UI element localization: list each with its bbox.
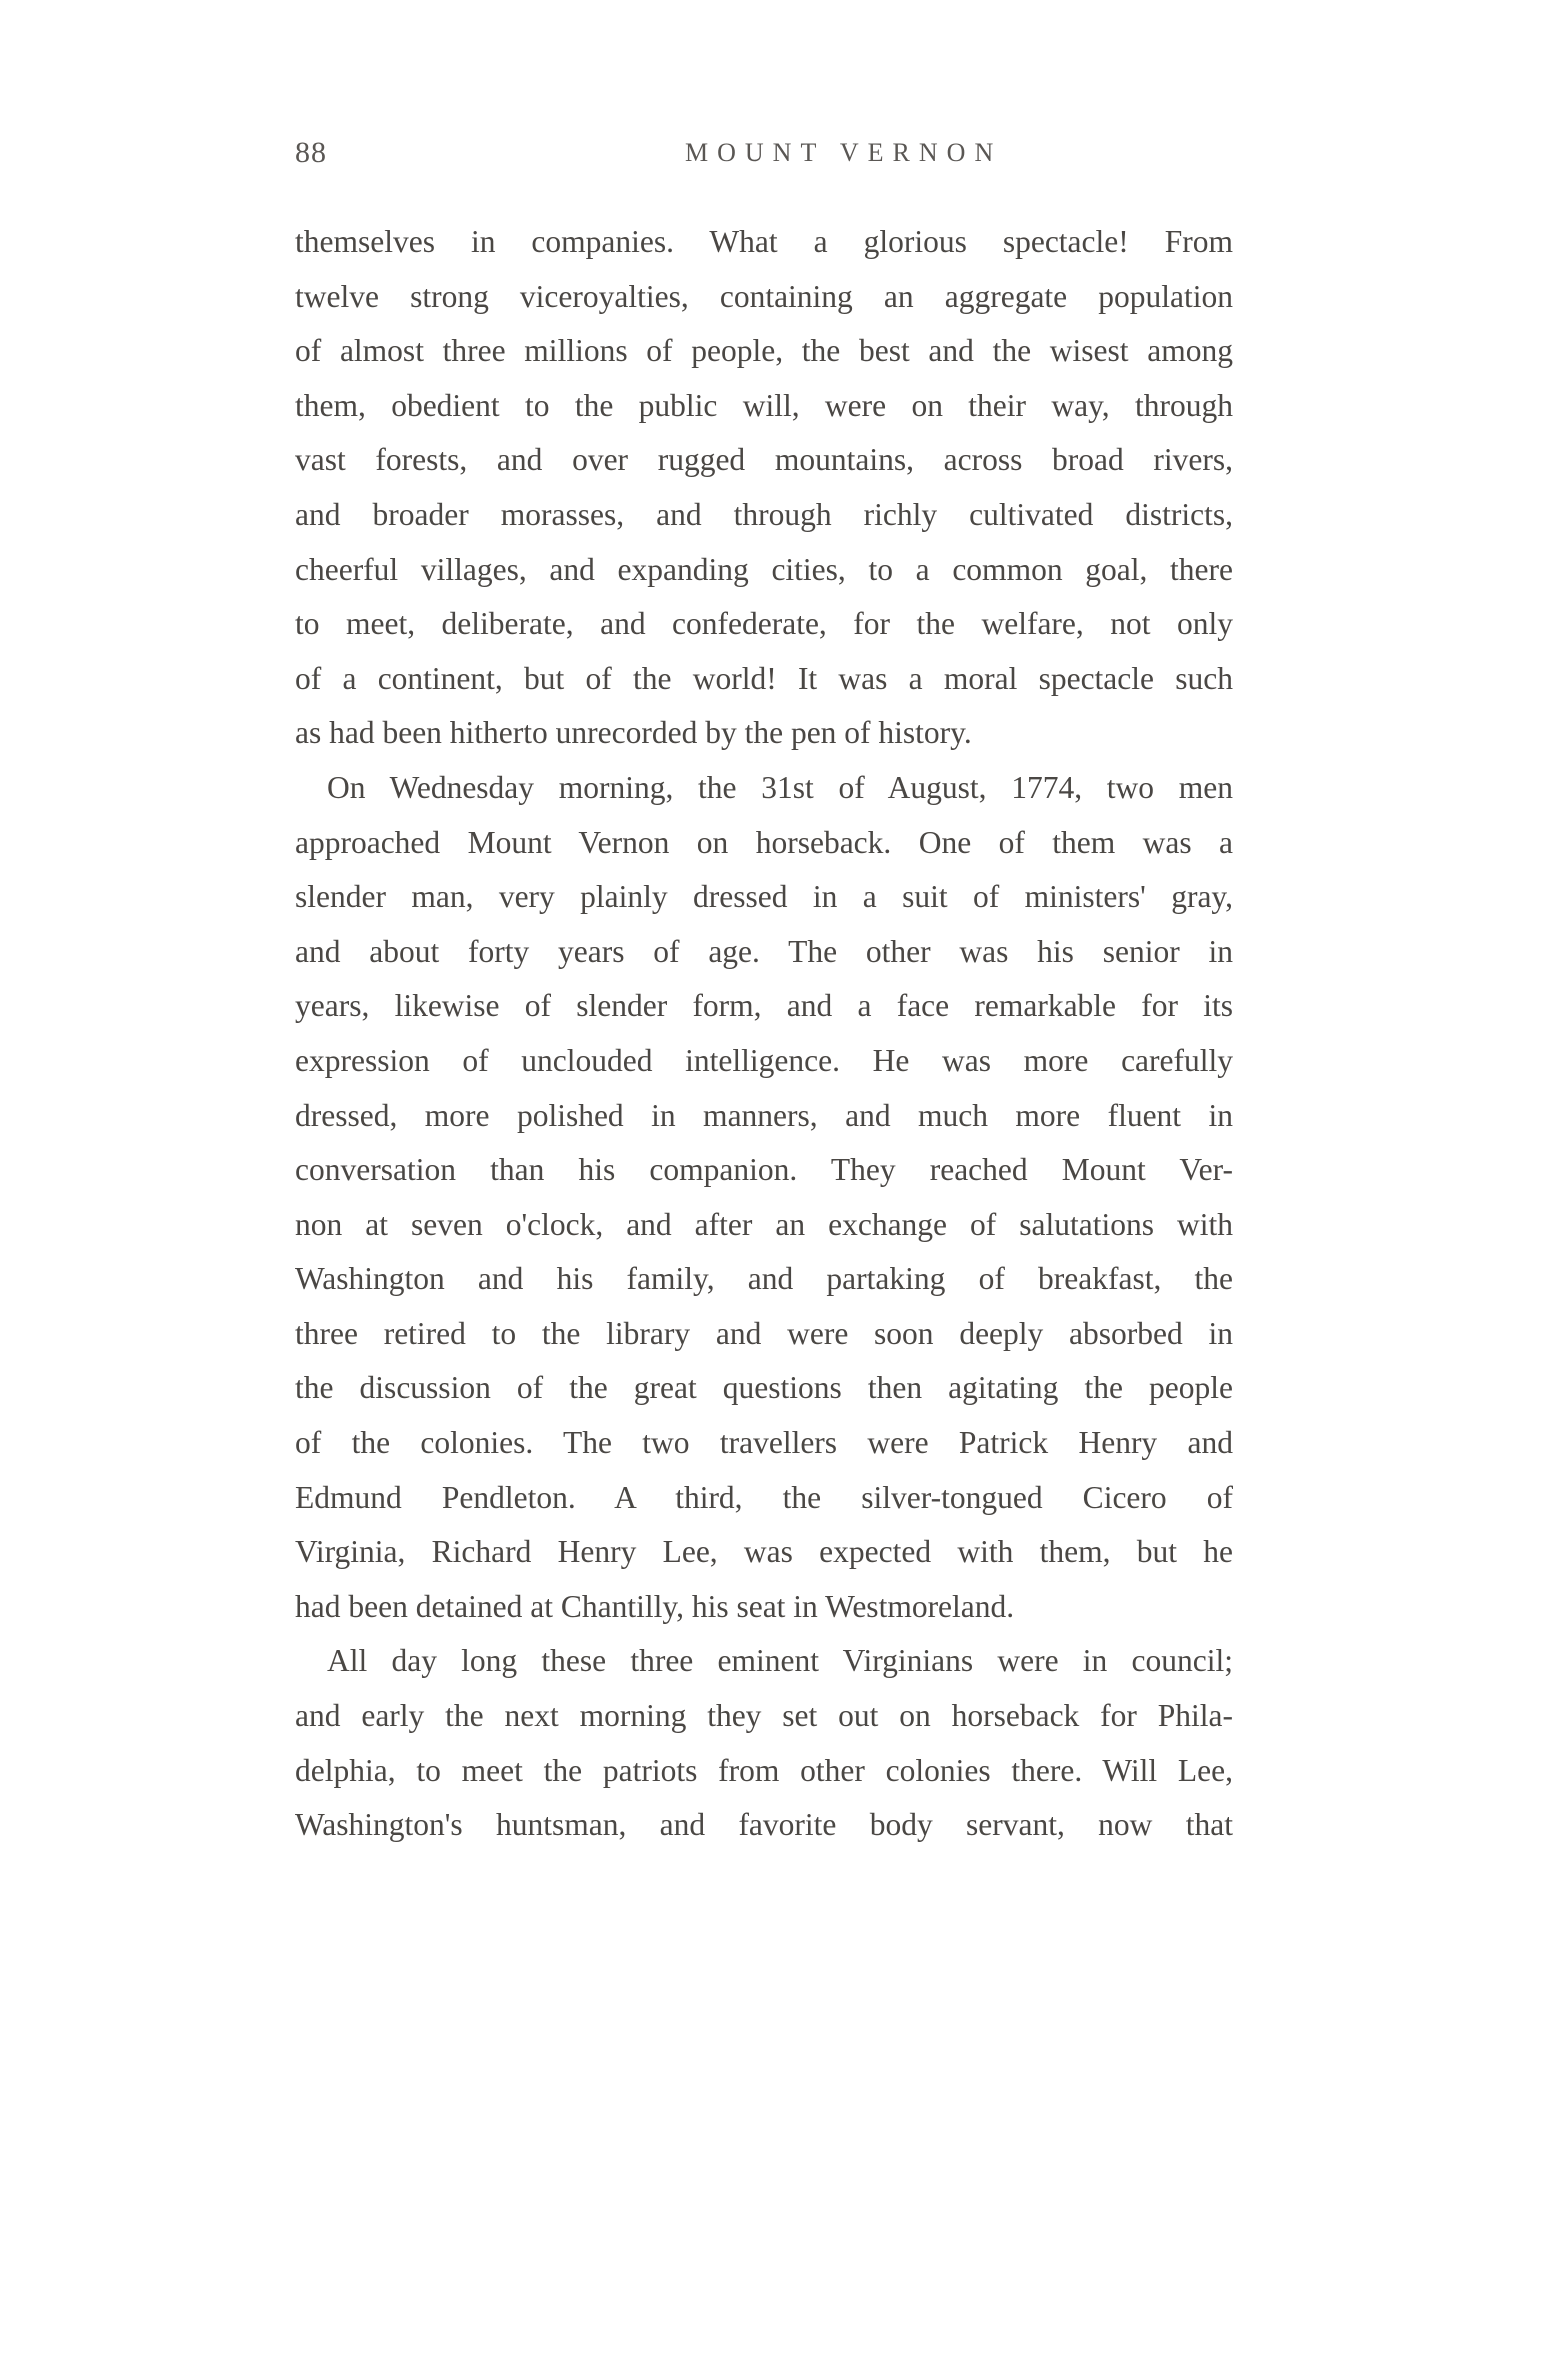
text-line: themselves in companies. What a glorious spectacle! From xyxy=(295,224,1233,259)
text-line: delphia, to meet the patriots from other colonies there. Will Lee, xyxy=(295,1752,1233,1788)
text-line: of a continent, but of the world! It was a moral spectacle such xyxy=(295,660,1233,696)
text-line: Edmund Pendleton. A third, the silver-tongued Cicero of xyxy=(295,1479,1233,1515)
text-line: years, likewise of slender form, and a face remarkable for its xyxy=(295,988,1233,1024)
text-line: of the colonies. The two travellers were Patrick Henry and xyxy=(295,1425,1233,1461)
text-line: of almost three millions of people, the best and the wisest among xyxy=(295,333,1233,369)
text-line: three retired to the library and were soon deeply absorbed in xyxy=(295,1315,1233,1351)
text-line: All day long these three eminent Virginians were in council; xyxy=(327,1643,1233,1679)
text-line: dressed, more polished in manners, and much more fluent in xyxy=(295,1097,1233,1133)
text-line: On Wednesday morning, the 31st of August, 1774, two men xyxy=(327,769,1233,805)
text-line: Washington and his family, and partaking of breakfast, the xyxy=(295,1261,1233,1297)
text-line: approached Mount Vernon on horseback. One of them was a xyxy=(295,824,1233,860)
text-line: Virginia, Richard Henry Lee, was expected with them, but he xyxy=(295,1534,1233,1570)
text-line: vast forests, and over rugged mountains, across broad rivers, xyxy=(295,442,1233,478)
text-line: slender man, very plainly dressed in a suit of ministers' gray, xyxy=(295,879,1233,915)
page-header xyxy=(295,136,1235,176)
text-line: expression of unclouded intelligence. He was more carefully xyxy=(295,1042,1233,1078)
text-line: and early the next morning they set out on horseback for Phila- xyxy=(295,1698,1233,1734)
text-line: to meet, deliberate, and confederate, for the welfare, not only xyxy=(295,606,1233,642)
text-line: twelve strong viceroyalties, containing an aggregate population xyxy=(295,278,1233,314)
page-number: 88 xyxy=(295,136,327,169)
text-line: and broader morasses, and through richly cultivated districts, xyxy=(295,496,1233,532)
text-line: cheerful villages, and expanding cities, to a common goal, there xyxy=(295,551,1233,587)
text-line: had been detained at Chantilly, his seat in Westmoreland. xyxy=(295,1588,1015,1624)
body-text xyxy=(295,215,1233,1853)
text-line: Washington's huntsman, and favorite body servant, now that xyxy=(295,1807,1233,1843)
text-line: the discussion of the great questions then agitating the people xyxy=(295,1370,1233,1406)
running-title: MOUNT VERNON xyxy=(685,138,1003,167)
text-line: them, obedient to the public will, were on their way, through xyxy=(295,387,1233,423)
text-line: non at seven o'clock, and after an exchange of salutations with xyxy=(295,1206,1233,1242)
text-line: conversation than his companion. They reached Mount Ver- xyxy=(295,1152,1233,1188)
text-line: and about forty years of age. The other was his senior in xyxy=(295,933,1233,969)
text-line: as had been hitherto unrecorded by the pen of history. xyxy=(295,715,972,751)
